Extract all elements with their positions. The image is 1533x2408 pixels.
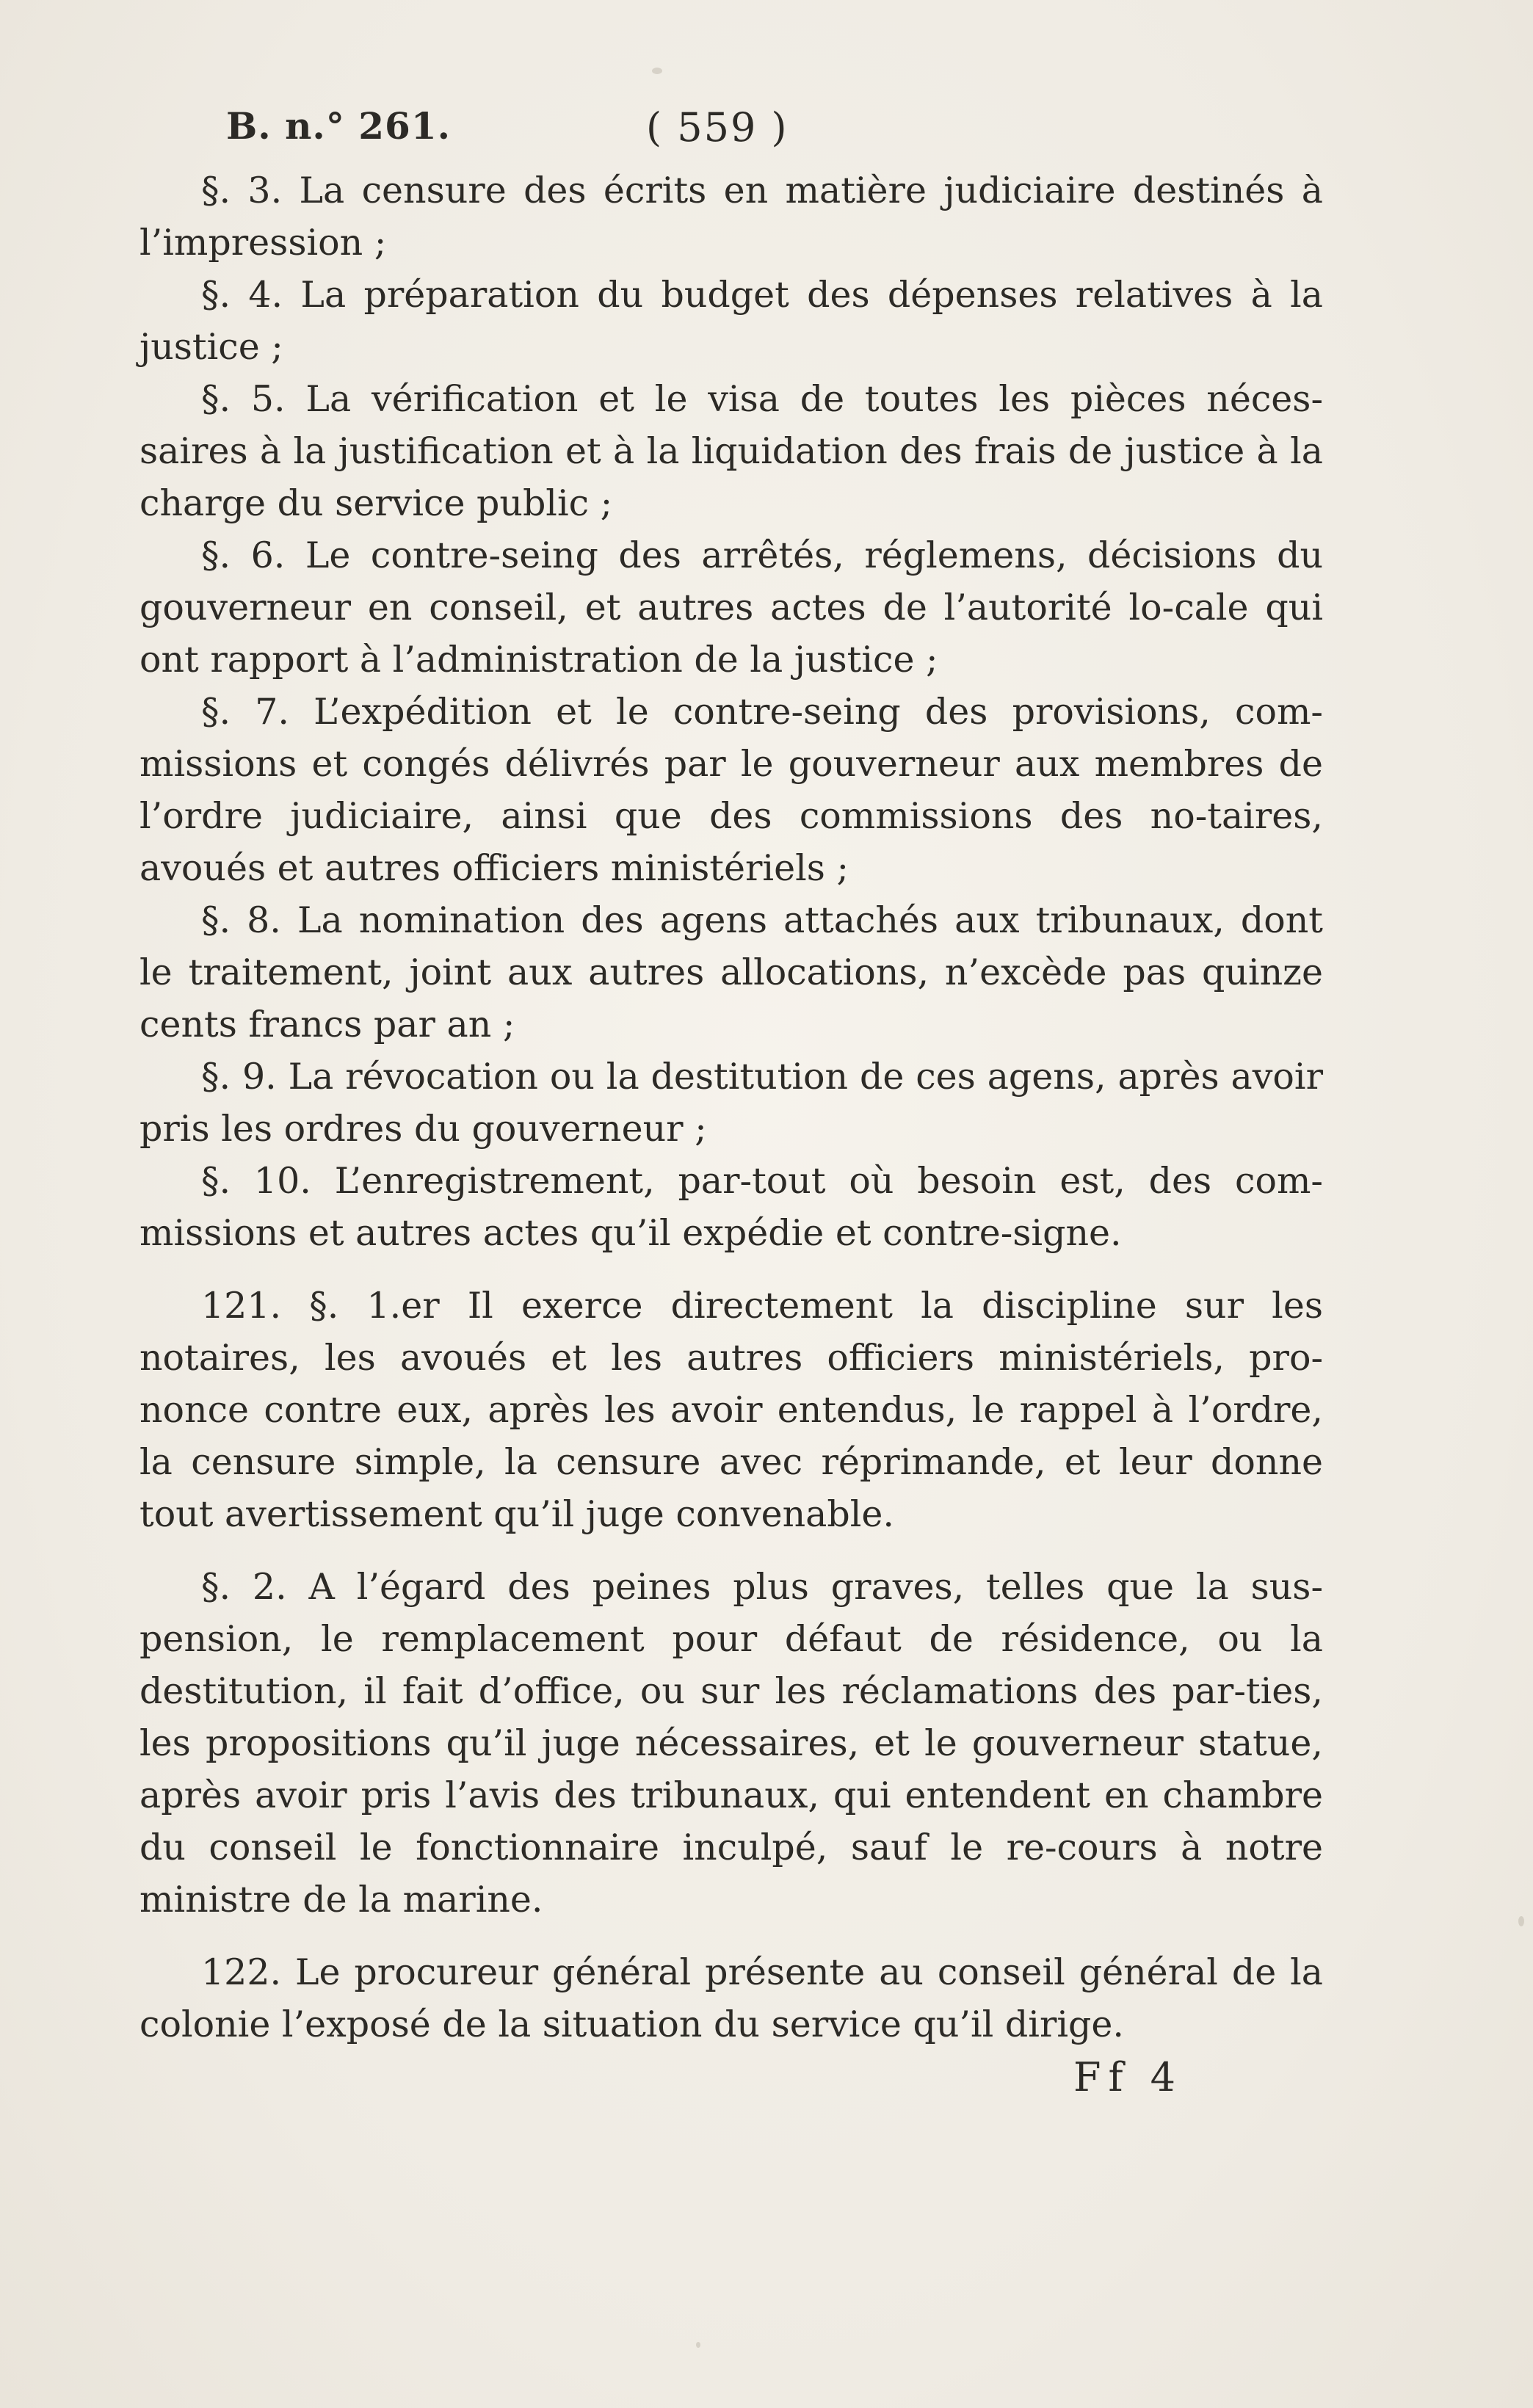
document-body (139, 164, 1323, 2050)
paper-speck (1518, 1916, 1524, 1926)
article-121-s2: §. 2. A l’égard des peines plus graves, telles que la sus-pension, le remplacement pour défaut de résidence, ou la destitution, il fait d’office, ou sur les réclamations des par-ties, les propositions qu’il juge nécessaires, et le gouverneur statue, après avoir pris l’avis des tribunaux, qui entendent en chambre du conseil le fonctionnaire inculpé, sauf le re-cours à notre ministre de la marine. (139, 1566, 1323, 1921)
page-header (0, 104, 1533, 170)
paragraph-s8: §. 8. La nomination des agens attachés aux tribunaux, dont le traitement, joint aux autres allocations, n’excède pas quinze cents francs par an ; (139, 899, 1323, 1045)
bulletin-number: B. n.° 261. (226, 104, 452, 148)
paper-speck (696, 2342, 700, 2348)
page-number: ( 559 ) (646, 104, 789, 150)
paragraph-s5: §. 5. La vérification et le visa de toutes les pièces néces-saires à la justification et à la liquidation des frais de justice à la charge du service public ; (139, 378, 1323, 524)
paragraph-s4: §. 4. La préparation du budget des dépenses relatives à la justice ; (139, 274, 1323, 368)
paragraph-s6: §. 6. Le contre-seing des arrêtés, réglemens, décisions du gouverneur en conseil, et autres actes de l’autorité lo-cale qui ont rapport à l’administration de la justice ; (139, 534, 1323, 681)
paragraph-s3: §. 3. La censure des écrits en matière judiciaire destinés à l’impression ; (139, 170, 1323, 264)
signature-mark: Ff 4 (1073, 2054, 1183, 2100)
paragraph-s9: §. 9. La révocation ou la destitution de ces agens, après avoir pris les ordres du gouverneur ; (139, 1056, 1323, 1150)
article-122: 122. Le procureur général présente au conseil général de la colonie l’exposé de la situation du service qu’il dirige. (139, 1951, 1323, 2045)
paragraph-s7: §. 7. L’expédition et le contre-seing des provisions, com-missions et congés délivrés par le gouverneur aux membres de l’ordre judiciaire, ainsi que des commissions des no-taires, avoués et autres officiers ministériels ; (139, 691, 1323, 889)
paragraph-s10: §. 10. L’enregistrement, par-tout où besoin est, des com-missions et autres actes qu’il expédie et contre-signe. (139, 1160, 1323, 1254)
paper-speck (652, 68, 662, 74)
article-121: 121. §. 1.er Il exerce directement la discipline sur les notaires, les avoués et les autres officiers ministériels, pro-nonce contre eux, après les avoir entendus, le rappel à l’ordre, la censure simple, la censure avec réprimande, et leur donne tout avertissement qu’il juge convenable. (139, 1285, 1323, 1535)
